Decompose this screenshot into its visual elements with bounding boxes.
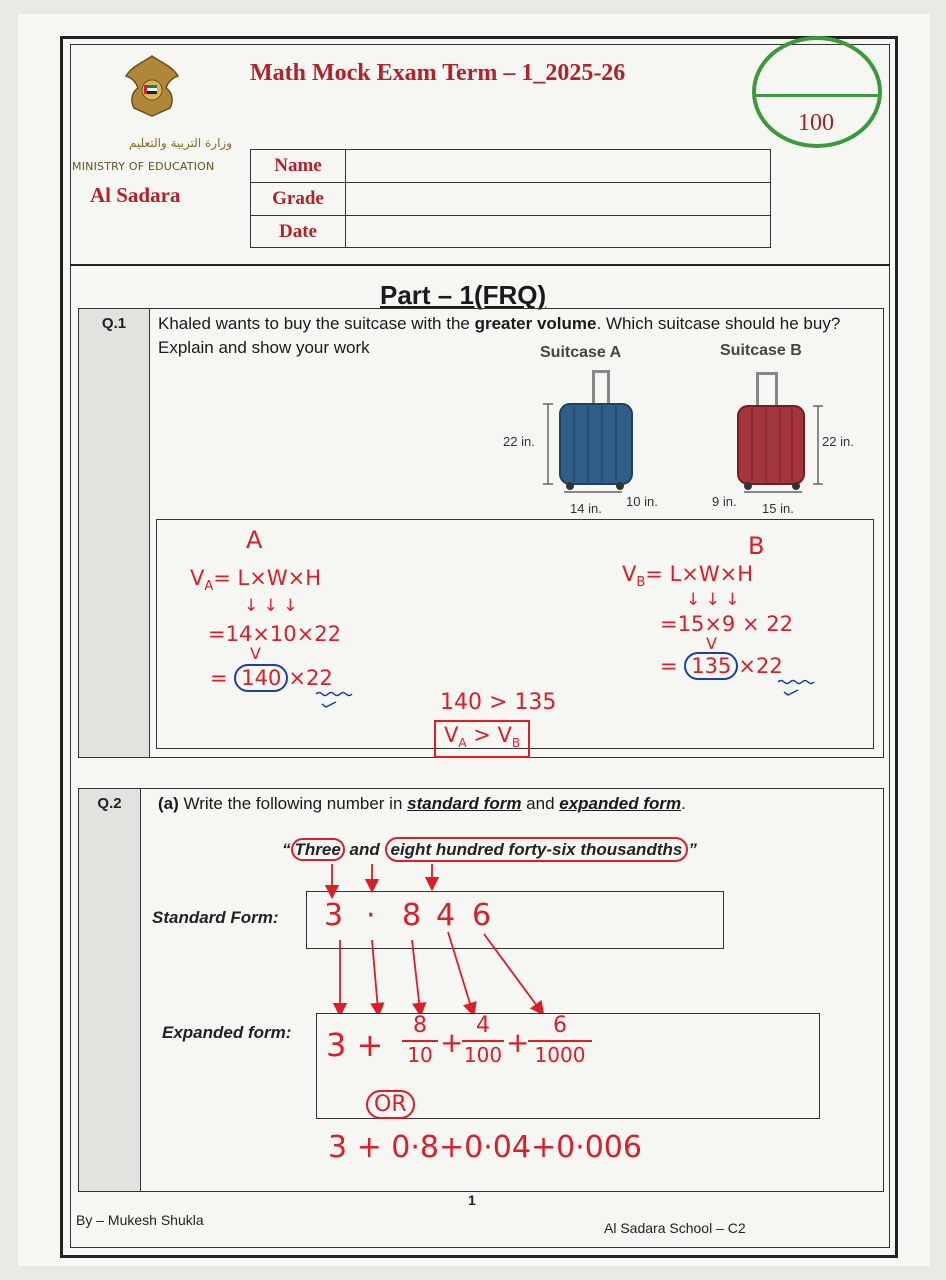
work-a-arrows: ↓ ↓ ↓ [244, 596, 298, 616]
work-a-circled-140: 140 [234, 664, 288, 692]
part-title: Part – 1(FRQ) [380, 280, 547, 310]
standard-decimal-point: · [366, 898, 376, 933]
work-b-arrows: ↓ ↓ ↓ [686, 590, 740, 610]
suitcase-a-length: 14 in. [570, 501, 602, 516]
info-row-date [251, 215, 770, 248]
work-a-squiggle-icon [314, 690, 354, 710]
standard-digit-4: 4 [436, 898, 456, 933]
footer-school: Al Sadara School – C2 [604, 1220, 746, 1236]
phrase-decimal-circled: eight hundred forty-six thousandths [385, 837, 689, 862]
q2-number-column [79, 789, 141, 1191]
info-row-grade [251, 182, 770, 215]
suitcase-a-label: Suitcase A [540, 344, 622, 361]
suitcase-b-label: Suitcase B [720, 342, 802, 359]
plus-2: + [506, 1026, 530, 1059]
work-a-label: A [246, 526, 263, 554]
suitcase-a-image [540, 366, 650, 496]
standard-digit-6: 6 [472, 898, 492, 933]
date-label: Date [251, 216, 346, 248]
score-total: 100 [798, 110, 834, 136]
q1-number-column [79, 309, 150, 757]
q1-number: Q.1 [101, 315, 127, 332]
phrase-whole-circled: Three [291, 838, 345, 861]
page-number: 1 [468, 1192, 476, 1208]
standard-digit-8: 8 [402, 898, 422, 933]
fraction-thousandths: 6 1000 [528, 1014, 592, 1066]
q1-question-text: Khaled wants to buy the suitcase with the greater volume. Which suitcase should he buy? Explain and show your work [158, 314, 841, 357]
work-b-substitution: =15×9 × 22 [660, 612, 793, 636]
work-b-label: B [748, 532, 765, 560]
work-a-formula: $V_A= L\times W\times H$ [190, 566, 321, 595]
ministry-name: MINISTRY OF EDUCATION [72, 160, 215, 173]
work-b-step3: = 135 ×22 [660, 654, 783, 678]
header-divider [70, 264, 890, 266]
work-b-squiggle-icon [776, 678, 816, 698]
work-a-step3: = 140 ×22 [210, 666, 333, 690]
suitcase-b-height: 22 in. [822, 434, 854, 449]
info-row-name [251, 150, 770, 182]
standard-digit-3: 3 [324, 898, 344, 933]
work-b-circled-135: 135 [684, 652, 738, 680]
ministry-arabic: وزارة التربية والتعليم [128, 136, 232, 150]
fraction-tenths: 8 10 [402, 1014, 438, 1066]
work-a-combine-mark: V [250, 644, 261, 663]
decimal-expansion: 3 + 0·8+0·04+0·006 [328, 1130, 642, 1165]
number-phrase: “ Three and eight hundred forty-six thousandths ” [282, 840, 697, 860]
grade-label: Grade [251, 183, 346, 215]
work-conclusion: $V_A > V_B$ [434, 720, 530, 758]
fraction-hundredths: 4 100 [463, 1013, 503, 1067]
expanded-form-label: Expanded form: [162, 1023, 292, 1042]
suitcase-b-image [726, 366, 830, 496]
name-label: Name [251, 150, 346, 182]
suitcase-b-length: 15 in. [762, 501, 794, 516]
work-a-substitution: =14×10×22 [208, 622, 341, 646]
work-b-formula: $V_B= L\times W\times H$ [622, 562, 754, 591]
expanded-whole: 3 + [326, 1026, 384, 1064]
school-name: Al Sadara [90, 183, 181, 207]
or-label: OR [366, 1090, 415, 1119]
footer-author: By – Mukesh Shukla [76, 1212, 204, 1228]
work-comparison: 140 > 135 [440, 690, 557, 715]
q2-number: Q.2 [97, 795, 122, 812]
mapping-arrows-icon [300, 862, 560, 1022]
uae-emblem-icon [122, 52, 182, 120]
work-b-combine-mark: V [706, 634, 717, 653]
standard-form-label: Standard Form: [152, 908, 279, 927]
score-divider [756, 94, 880, 97]
plus-1: + [440, 1026, 464, 1059]
student-info-table [250, 149, 771, 248]
suitcase-a-width: 10 in. [626, 494, 658, 509]
suitcase-a-height: 22 in. [503, 434, 535, 449]
q2-question-text: (a) Write the following number in standard form and expanded form. [158, 794, 686, 813]
exam-title: Math Mock Exam Term – 1_2025-26 [250, 60, 626, 86]
suitcase-b-width: 9 in. [712, 494, 737, 509]
